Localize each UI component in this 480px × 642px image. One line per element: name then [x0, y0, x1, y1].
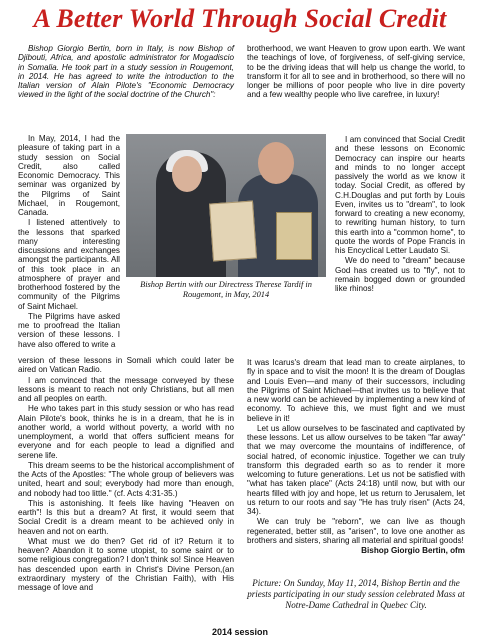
- photo-caption: Bishop Bertin with our Directress Therese Tardif in Rougemont, in May, 2014: [140, 280, 312, 299]
- paragraph: This dream seems to be the historical accomplishment of the Acts of the Apostles: "The whole group of believers was united, heart and soul; everybody had more than enough, and nobody had too little." (cf. Acts 4:31-35.): [18, 460, 234, 498]
- intro-paragraph: Bishop Giorgio Bertin, born in Italy, is now Bishop of Djibouti, Africa, and apostolic administrator for Mogadiscio in Somalia. He took part in a study session in Rougemont, in 2014. He has agreed to write the introduction to the Italian version of Alain Pilote's "Economic Democracy viewed in the light of the social doctrine of the Church":: [18, 44, 234, 100]
- paragraph: I listened attentively to the lessons that sparked many interesting discussions and exchanges amongst the participants. All of this took place in an atmosphere of prayer and brotherhood fostered by the community of the Pilgrims of Saint Michael.: [18, 218, 120, 311]
- paragraph: He who takes part in this study session or who has read Alain Pilote's book, thinks he is in a dream, that he is in another world, a world without poverty, a world with no unemployment, a world that offers sufficient means for everyone and for each people to lead a dignified and serene life.: [18, 404, 234, 460]
- photo-bishop-and-directress: [126, 134, 326, 277]
- paragraph: I am convinced that the message conveyed by these lessons is meant to reach not only Christians, but all men and all peoples on earth.: [18, 375, 234, 403]
- article-title: A Better World Through Social Credit: [33, 4, 447, 33]
- column-2-middle: [335, 135, 465, 294]
- paragraph: The Pilgrims have asked me to proofread the Italian version of these lessons. I have also offered to write a: [18, 311, 120, 349]
- paragraph: We do need to "dream" because God has created us to "fly", not to remain bogged down or grounded like rhinos!: [335, 256, 465, 293]
- paragraph: We can truly be "reborn", we can live as though regenerated, better still, as "arisen", to love one another as brothers and sisters, sharing all material and spiritual goods!: [247, 517, 465, 545]
- paragraph: In May, 2014, I had the pleasure of taking part in a study session on Social Credit, also called Economic Democracy. This seminar was organized by the Pilgrims of Saint Michael, in Rougemont, Canada.: [18, 134, 120, 217]
- signature: Bishop Giorgio Bertin, ofm: [361, 546, 465, 555]
- paragraph: Let us allow ourselves to be fascinated and captivated by these lessons. Let us allow ourselves to be taken "far away" that we may overcome the mountains of indifference, of social hatred, of economic injustice. Together we can truly transform this degraded earth so as to render it more welcoming to future generations. Let us not be satisfied with "what has taken place" (Acts 24:18) until now, but with our hearts filled with joy and hope, let us return to Jerusalem, let us return to our roots and say "He has truly risen" (Acts 24, 34).: [247, 423, 465, 516]
- paragraph: It was Icarus's dream that lead man to create airplanes, to fly in space and to visit the moon! It is the dream of Douglas and Louis Even—and many of their successors, including the Pilgrims of Saint Michael—that invites us to believe that a new world can be achieved by implementing a new kind of economy. To achieve this, we must fight and we must believe in it!: [247, 358, 465, 423]
- paragraph: brotherhood, we want Heaven to grow upon earth. We want the teachings of love, of forgiveness, of self-giving service, to be the driving ideas that will help us change the world, to transform it for all to see and in brotherhood, so there will no longer be millions of poor people who live in dire poverty and a few wealthy people who live carefree, in luxury!: [247, 44, 465, 100]
- column-1-top: [18, 134, 120, 350]
- page-footer: 2014 session: [211, 627, 269, 637]
- column-2-top: [247, 44, 465, 101]
- paragraph: version of these lessons in Somali which could later be aired on Vatican Radio.: [18, 356, 234, 375]
- paragraph: What must we do then? Get rid of it? Return it to heaven? Abandon it to some utopist, to some saint or to some religious congregation? I don't think so! Since Heaven has descended upon earth in Christ's Divine Person,(an extraordinary mystery of the Christian Faith), with His message of love and: [18, 536, 234, 592]
- column-2-bottom: [247, 358, 465, 556]
- column-1-bottom: [18, 356, 234, 593]
- paragraph: I am convinced that Social Credit and these lessons on Economic Democracy can inspire our hearts and minds to no longer accept passively the world as we know it today. Social Credit, as offered by C.H.Douglas and put forth by Louis Even, invites us to "dream", to look forward to creating a new economy, to rewriting human history, to turn this earth into a "common home", to quote the words of Pope Francis in his Encyclical Letter Laudato Si.: [335, 135, 465, 255]
- paragraph: This is astonishing. It feels like having "Heaven on earth"! Is this but a dream? At first, it would seem that Social Credit is a dream meant to be achieved only in heaven and not on earth.: [18, 498, 234, 536]
- picture-caption: Picture: On Sunday, May 11, 2014, Bishop Bertin and the priests participating in our study session celebrated Mass at Notre-Dame Cathedral in Quebec City.: [247, 578, 465, 610]
